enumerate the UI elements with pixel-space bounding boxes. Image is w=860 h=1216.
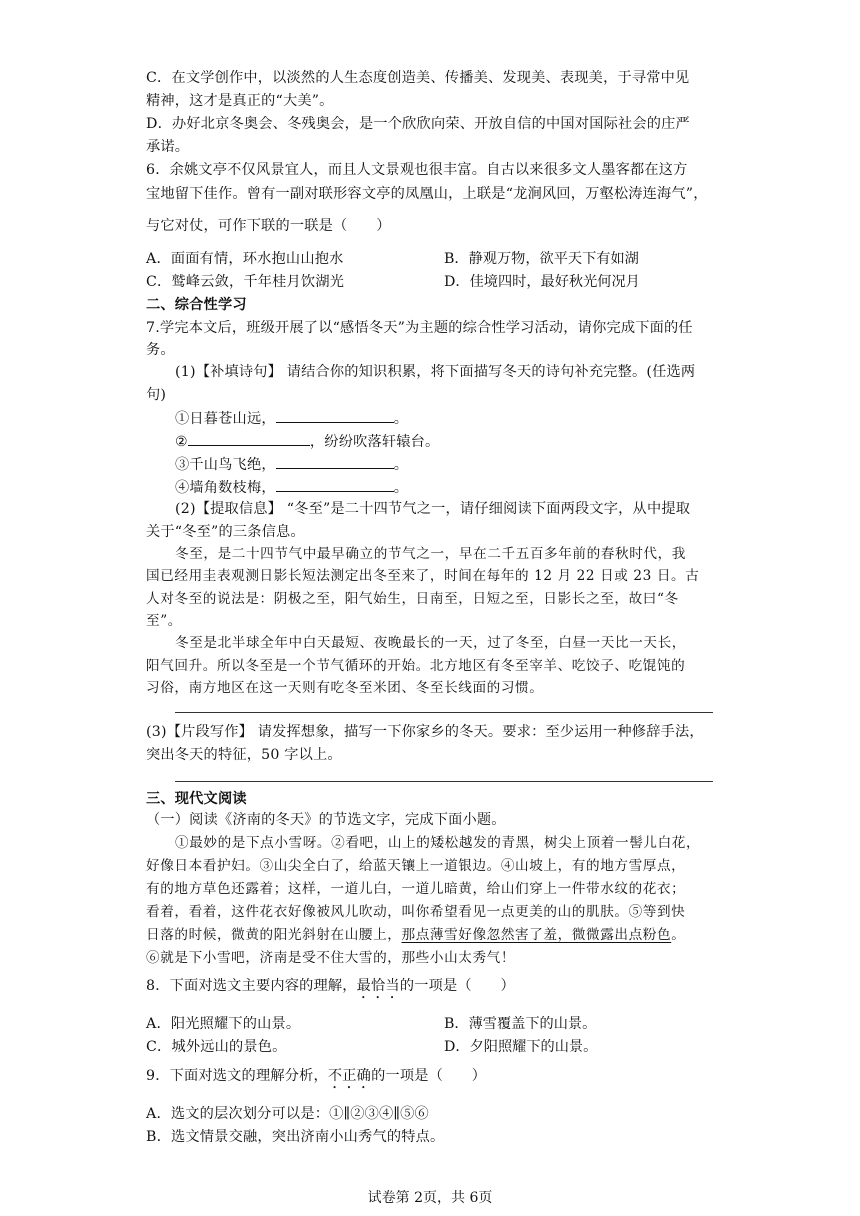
q8-option-b: B．薄雪覆盖下的山景。 [444,1016,597,1032]
q7-part1-line2: 句) [146,387,167,403]
q7-stem-line2: 务。 [146,342,175,358]
section-2-title: 二、综合性学习 [146,297,247,313]
section-3-subtitle: （一）阅读《济南的冬天》的节选文字，完成下面小题。 [146,812,506,828]
q8-option-a: A．阳光照耀下的山景。 [146,1016,301,1032]
q7-part2-line1: (2)【提取信息】 “冬至”是二十四节气之一，请仔细阅读下面两段文字，从中提取 [175,501,691,517]
q6-stem-line3: 与它对仗，可作下联的一联是（ ） [146,218,391,234]
q5-option-d-line1: D．办好北京冬奥会、冬残奥会，是一个欣欣向荣、开放自信的中国对国际社会的庄严 [146,116,690,132]
underlined-sentence: 那点薄雪好像忽然害了羞，微微露出点粉色 [401,927,672,943]
passage-line-1: ①最妙的是下点小雪呀。②看吧，山上的矮松越发的青黑，树尖上顶着一髻儿白花， [175,835,701,851]
q6-stem-line1: 6．余姚文亭不仅风景宜人，而且人文景观也很丰富。自古以来很多文人墨客都在这方 [146,162,688,178]
poem-blank-2[interactable] [188,431,310,446]
q9-option-b: B．选文情景交融，突出济南小山秀气的特点。 [146,1129,445,1145]
q6-option-d: D．佳境四时，最好秋光何况月 [444,274,640,290]
poem-blank-4[interactable] [276,477,394,492]
q8-option-d: D．夕阳照耀下的山景。 [444,1039,598,1055]
winter-solstice-text1-line3: 人对冬至的说法是：阴极之至，阳气始生，日南至，日短之至，日影长之至，故曰“冬 [146,591,679,607]
passage-line-4: 看着，看着，这件花衣好像被风儿吹动，叫你希望看见一点更美的山的肌肤。⑤等到快 [146,904,686,920]
q8-option-c: C．城外远山的景色。 [146,1039,287,1055]
q5-option-d-line2: 承诺。 [146,139,190,155]
poem-line-1: ①日暮苍山远， 。 [175,408,408,429]
passage-line-2: 好像日本看护妇。③山尖全白了，给蓝天镶上一道银边。④山坡上，有的地方雪厚点， [146,858,686,874]
winter-solstice-text1-line2: 国已经用圭表观测日影长短法测定出冬至来了，时间在每年的 12 月 22 日或 23 日。古 [146,568,700,584]
passage-line-5: 日落的时候，微黄的阳光斜射在山腰上，那点薄雪好像忽然害了羞，微微露出点粉色。 [146,927,686,943]
q6-stem-line2: 宝地留下佳作。曾有一副对联形容文亭的凤凰山，上联是“龙涧风回，万壑松涛连海气”， [146,186,708,202]
winter-solstice-text2-line2: 阳气回升。所以冬至是一个节气循环的开始。北方地区有冬至宰羊、吃饺子、吃馄饨的 [146,658,686,674]
q9-option-a: A．选文的层次划分可以是：①∥②③④∥⑤⑥ [146,1106,429,1122]
q8-stem: 8．下面对选文主要内容的理解，最恰当的一项是（ ） [146,978,515,994]
q9-stem: 9．下面对选文的理解分析，不正确的一项是（ ） [146,1068,487,1084]
answer-line-part3[interactable] [175,781,713,782]
q8-emphasis: 最恰当 [356,978,400,994]
q7-part2-line2: 关于“冬至”的三条信息。 [146,524,305,540]
winter-solstice-text1-line4: 至”。 [146,613,182,629]
q7-stem-line1: 7.学完本文后，班级开展了以“感悟冬天”为主题的综合性学习活动，请你完成下面的任 [146,320,693,336]
q6-option-c: C．鹫峰云敛，千年桂月饮湖光 [146,274,345,290]
answer-line-part2[interactable] [175,712,713,713]
q9-emphasis: 不正确 [327,1068,372,1084]
poem-line-3: ③千山鸟飞绝， 。 [175,454,408,475]
poem-line-2: ② ，纷纷吹落轩辕台。 [175,431,439,452]
winter-solstice-text2-line3: 习俗，南方地区在这一天则有吃冬至米团、冬至长线面的习惯。 [146,680,544,696]
q6-option-b: B．静观万物，欲平天下有如湖 [444,251,639,267]
q5-option-c-line2: 精神，这才是真正的“大美”。 [146,93,334,109]
page-footer: 试卷第 2页，共 6页 [367,1190,493,1206]
winter-solstice-text1-line1: 冬至，是二十四节气中最早确立的节气之一，早在二千五百多年前的春秋时代，我 [175,546,686,562]
poem-blank-1[interactable] [276,408,394,423]
q7-part3-line1: (3)【片段写作】 请发挥想象，描写一下你家乡的冬天。要求：至少运用一种修辞手法， [146,724,704,740]
q7-part3-line2: 突出冬天的特征，50 字以上。 [146,747,342,763]
passage-line-6: ⑥就是下小雪吧，济南是受不住大雪的，那些小山太秀气！ [146,950,516,966]
q6-option-a: A．面面有情，环水抱山山抱水 [146,251,344,267]
poem-blank-3[interactable] [276,454,394,469]
q5-option-c-line1: C．在文学创作中，以淡然的人生态度创造美、传播美、发现美、表现美，于寻常中见 [146,70,690,86]
section-3-title: 三、现代文阅读 [146,791,247,807]
q7-part1-line1: (1)【补填诗句】 请结合你的知识积累，将下面描写冬天的诗句补充完整。(任选两 [175,364,696,380]
poem-line-4: ④墙角数枝梅， 。 [175,477,408,498]
passage-line-3: 有的地方草色还露着；这样，一道儿白，一道儿暗黄，给山们穿上一件带水纹的花衣； [146,881,686,897]
winter-solstice-text2-line1: 冬至是北半球全年中白天最短、夜晚最长的一天，过了冬至，白昼一天比一天长， [175,635,686,651]
